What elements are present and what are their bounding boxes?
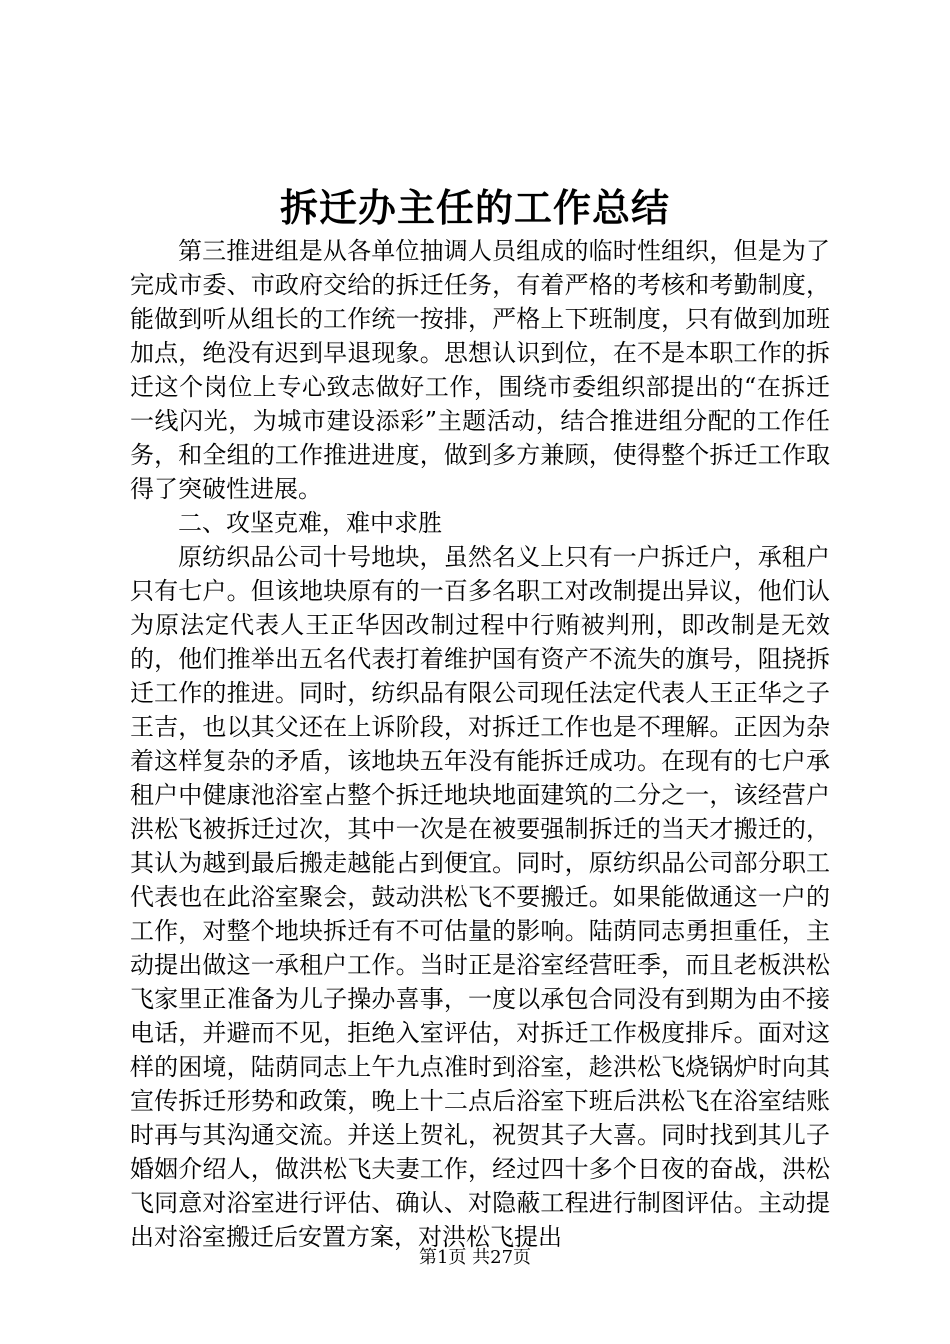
paragraph-main: 原纺织品公司十号地块，虽然名义上只有一户拆迁户，承租户只有七户。但该地块原有的一百多名职工对改制提出异议，他们认为原法定代表人王正华因改制过程中行贿被判刑，即改制是无效的，他们推举出五名代表打着维护国有资产不流失的旗号，阻挠拆迁工作的推进。同时，纺织品有限公司现任法定代表人王正华之子王吉，也以其父还在上诉阶段，对拆迁工作也是不理解。正因为杂着这样复杂的矛盾，该地块五年没有能拆迁成功。在现有的七户承租户中健康池浴室占整个拆迁地块地面建筑的二分之一，该经营户洪松飞被拆迁过次，其中一次是在被要强制拆迁的当天才搬迁的，其认为越到最后搬走越能占到便宜。同时，原纺织品公司部分职工代表也在此浴室聚会，鼓动洪松飞不要搬迁。如果能做通这一户的工作，对整个地块拆迁有不可估量的影响。陆荫同志勇担重任，主动提出做这一承租户工作。当时正是浴室经营旺季，而且老板洪松飞家里正准备为儿子操办喜事，一度以承包合同没有到期为由不接电话，并避而不见，拒绝入室评估，对拆迁工作极度排斥。面对这样的困境，陆荫同志上午九点准时到浴室，趁洪松飞烧锅炉时向其宣传拆迁形势和政策，晚上十二点后浴室下班后洪松飞在浴室结账时再与其沟通交流。并送上贺礼，祝贺其子大喜。同时找到其儿子婚姻介绍人，做洪松飞夫妻工作，经过四十多个日夜的奋战，洪松飞同意对浴室进行评估、确认、对隐蔽工程进行制图评估。主动提出对浴室搬迁后安置方案，对洪松飞提出 [130,543,830,1251]
page-number: 第1页 共27页 [418,1247,532,1268]
document-title: 拆迁办主任的工作总结 [279,185,670,230]
section-heading: 二、攻坚克难，难中求胜 [178,509,442,537]
document-body [130,234,830,1254]
paragraph-intro: 第三推进组是从各单位抽调人员组成的临时性组织，但是为了完成市委、市政府交给的拆迁任务，有着严格的考核和考勤制度，能做到听从组长的工作统一按排，严格上下班制度，只有做到加班加点，绝没有迟到早退现象。思想认识到位，在不是本职工作的拆迁这个岗位上专心致志做好工作，围绕市委组织部提出的“在拆迁一线闪光，为城市建设添彩”主题活动，结合推进组分配的工作任务，和全组的工作推进进度，做到多方兼顾，使得整个拆迁工作取得了突破性进展。 [130,237,830,503]
